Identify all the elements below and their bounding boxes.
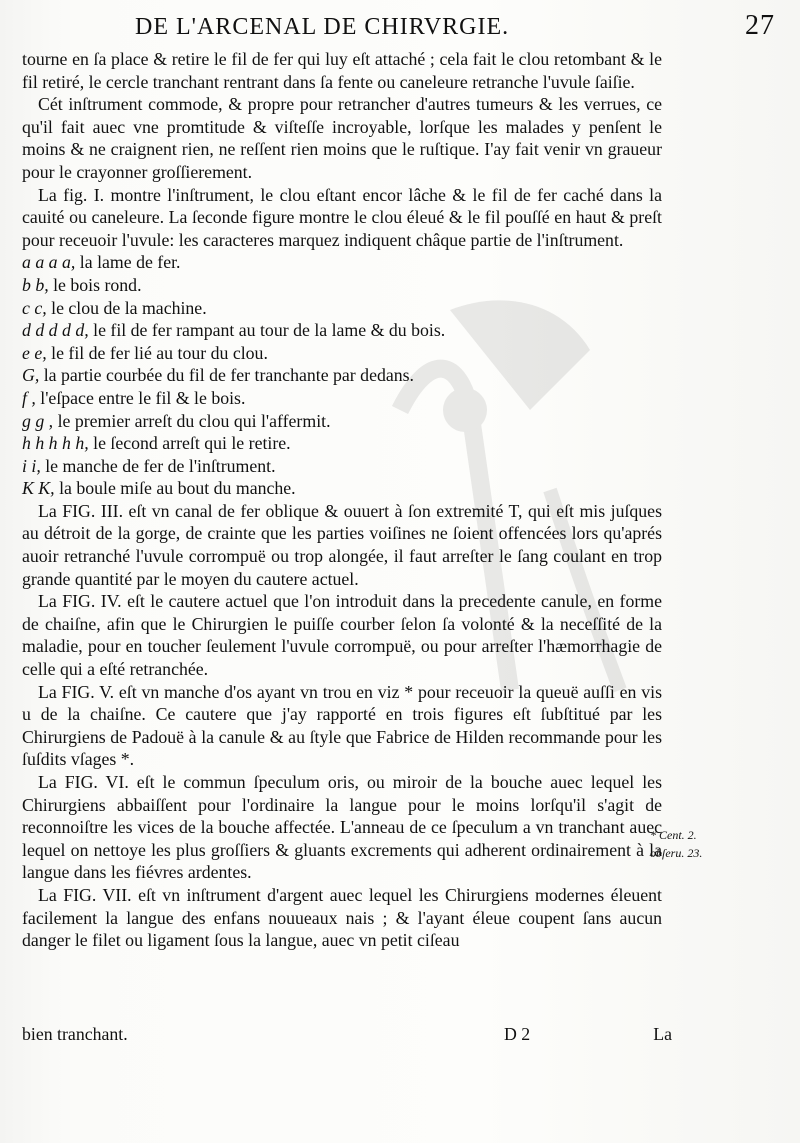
legend-item: e e, le fil de fer lié au tour du clou. [22, 342, 268, 363]
paragraph: La FIG. IV. eſt le cautere actuel que l'on introduit dans la precedente canule, en forme de chaiſne, afin que le Chirurgien le puiſſe courber ſelon ſa volonté & la neceſſité de la maladie, pour en toucher ſeulement l'uvule corrompuë, ou pour arreſter l'hæmorrhagie de celle qui a eſté retranchée. [22, 591, 662, 680]
legend-item: G, la partie courbée du fil de fer tranchante par dedans. [22, 365, 414, 386]
legend-item: a a a a, la lame de fer. [22, 252, 181, 273]
text-body [22, 48, 662, 952]
margin-note [650, 826, 790, 862]
last-line: bien tranchant. [22, 1024, 128, 1044]
figure-legend [22, 251, 662, 500]
paragraph: La fig. I. montre l'inſtrument, le clou eſtant encor lâche & le fil de fer caché dans la cauité ou caneleure. La ſeconde figure montre le clou éleué & le fil pouſſé en haut & preſt pour receuoir l'uvule: les caracteres marquez indiquent châque partie de l'inſtrument. [22, 184, 662, 250]
paragraph: La FIG. VI. eſt le commun ſpeculum oris, ou miroir de la bouche auec lequel les Chirurgiens abbaiſſent pour l'ordinaire la langue pour le moins lorſqu'il s'agit de reconnoiſtre les vices de la bouche affectée. L'anneau de ce ſpeculum a vn tranchant auec lequel on nettoye les plus groſſiers & gluants excrements qui adherent ordinairement à la langue dans les fiévres ardentes. [22, 772, 662, 883]
legend-item: d d d d d, le fil de fer rampant au tour de la lame & du bois. [22, 320, 446, 341]
legend-item: g g , le premier arreſt du clou qui l'affermit. [22, 410, 331, 431]
margin-note-line: * Cent. 2. [650, 828, 697, 842]
paragraph: La FIG. V. eſt vn manche d'os ayant vn trou en viz * pour receuoir la queuë auſſi en vis u de la chaiſne. Ce cautere que j'ay rapporté en trois figures eſt ſubſtitué par les Chirurgiens de Padouë à la canule & au ſtyle que Fabrice de Hilden recommande pour les ſuſdits vſages *. [22, 681, 662, 770]
running-title: DE L'ARCENAL DE CHIRVRGIE. [135, 14, 510, 40]
paragraph: La FIG. III. eſt vn canal de fer oblique & ouuert à ſon extremité T, qui eſt mis juſques au détroit de la gorge, de crainte que les parties voiſines ne ſoient offencées lors qu'aprés auoir retranché l'uvule corrompuë ou trop alongée, il faut arreſter le ſang coulant en trop grande quantité par le moyen du cautere actuel. [22, 500, 662, 589]
catchword: La [653, 1024, 672, 1044]
legend-item: b b, le bois rond. [22, 274, 142, 295]
legend-item: K K, la boule miſe au bout du manche. [22, 478, 296, 499]
page-header [135, 8, 775, 48]
paragraph: tourne en ſa place & retire le fil de fer qui luy eſt attaché ; cela fait le clou retombant & le fil retiré, le cercle tranchant rentrant dans ſa fente ou caneleure retranche l'uvule ſaiſie. [22, 49, 662, 92]
legend-item: h h h h h, le ſecond arreſt qui le retire. [22, 433, 291, 454]
legend-item: c c, le clou de la machine. [22, 297, 207, 318]
paragraph: Cét inſtrument commode, & propre pour retrancher d'autres tumeurs & les verrues, ce qu'il fait auec vne promtitude & viſteſſe incroyable, lorſque les malades y penſent le moins & ne craignent rien, ne reſſent rien moins que le ruſtique. I'ay fait venir vn graueur pour le crayonner groſſierement. [22, 94, 662, 182]
page-footer [22, 1024, 672, 1048]
paragraph: La FIG. VII. eſt vn inſtrument d'argent auec lequel les Chirurgiens modernes éleuent facilement la langue des enfans nouueaux nais ; & l'ayant éleue coupent ſans aucun danger le filet ou ligament ſous la langue, auec vn petit ciſeau [22, 884, 662, 951]
margin-note-line: obſeru. 23. [650, 846, 703, 860]
legend-item: f , l'eſpace entre le fil & le bois. [22, 387, 246, 408]
page-number: 27 [745, 10, 775, 41]
signature-mark: D 2 [504, 1024, 531, 1044]
legend-item: i i, le manche de fer de l'inſtrument. [22, 455, 276, 476]
